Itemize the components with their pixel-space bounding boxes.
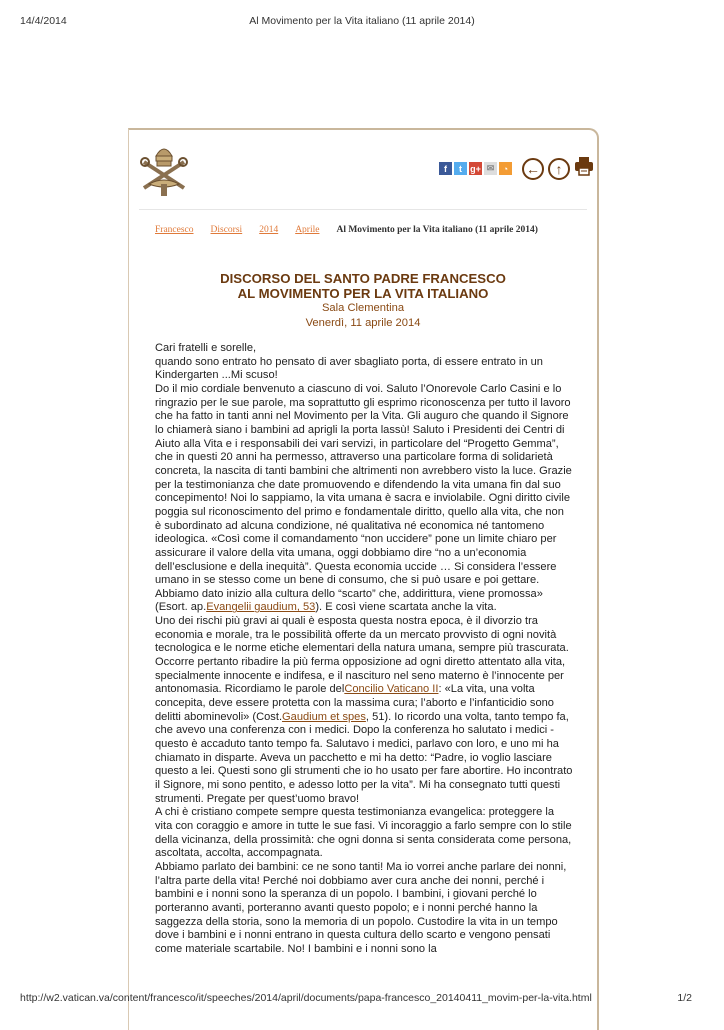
print-title: Al Movimento per la Vita italiano (11 aprile 2014) xyxy=(249,15,475,27)
breadcrumb-francesco[interactable]: Francesco xyxy=(155,225,194,235)
print-date: 14/4/2014 xyxy=(20,15,67,27)
reference-link[interactable]: Concilio Vaticano II xyxy=(344,683,439,696)
print-url: http://w2.vatican.va/content/francesco/it/speeches/2014/april/documents/papa-francesco_20140411_movim-per-la-vita.html xyxy=(20,992,592,1004)
paragraph-text: Do il mio cordiale benvenuto a ciascuno di voi. Saluto l’Onorevole Carlo Casini e lo ringrazio per le sue parole, ma soprattutto gli esprimo riconoscenza per tutto il lavoro che ha fatto in tanti anni nel Movimento per la Vita. Gli auguro che quando il Signore lo chiamerà siano i bambini ad aprigli la porta lassù! Saluto i Presidenti dei Centri di Aiuto alla Vita e i responsabili dei vari servizi, in particolare del “Progetto Gemma”, che in questi 20 anni ha permesso, attraverso una particolare forma di solidarietà concreta, la nascita di tanti bambini che altrimenti non avrebbero visto la luce. Grazie per la testimonianza che date promuovendo e difendendo la vita umana fin dal suo concepimento! Noi lo sappiamo, la vita umana è sacra e inviolabile. Ogni diritto civile poggia sul riconoscimento del primo e fondamentale diritto, quello alla vita, che non è subordinato ad alcuna condizione, né qualitativa né economica né tantomeno ideologica. «Così come il comandamento “non uccidere” pone un limite chiaro per assicurare il valore della vita umana, oggi dobbiamo dire “no a un’economia dell’esclusione e della inequità”. Questa economia uccide … Si considera l’essere umano in se stesso come un bene di consumo, che si può usare e poi gettare. Abbiamo dato inizio alla cultura dello “scarto” che, addirittura, viene promossa» (Esort. ap. xyxy=(155,382,572,614)
speech-place: Sala Clementina xyxy=(321,302,405,314)
speech-heading xyxy=(129,271,597,331)
paragraph-text: , 51). Io ricordo una volta, tanto tempo fa, che avevo una conferenza con i medici. Dopo la conferenza ho salutato i medici - questo è accaduto tanto tempo fa. Salutavo i medici, parlavo con loro, e uno mi ha chiamato in disparte. Aveva un pacchetto e mi ha detto: “Padre, io voglio lasciare questo a lei. Questi sono gli strumenti che io ho usato per fare abortire. Ho incontrato il Signore, mi sono pentito, e adesso lotto per la vita”. Mi ha consegnato tutti questi strumenti. Pregate per quest’uomo bravo! xyxy=(155,710,573,805)
google-plus-icon[interactable]: g+ xyxy=(470,163,481,174)
header-divider xyxy=(139,209,587,210)
paragraph xyxy=(155,356,573,383)
paragraph-text: A chi è cristiano compete sempre questa testimonianza evangelica: proteggere la vita con coraggio e amore in tutte le sue fasi. Vi incoraggio a farlo sempre con lo stile della vicinanza, della prossimità: che ogni donna si senta considerata come persona, ascoltata, accolta, accompagnata. xyxy=(155,806,572,860)
paragraph-text: quando sono entrato ho pensato di aver sbagliato porta, di essere entrato in un Kindergarten ...Mi scuso! xyxy=(155,355,543,382)
twitter-icon[interactable]: t xyxy=(454,162,467,175)
print-icon[interactable] xyxy=(574,156,594,181)
paragraph-text: Cari fratelli e sorelle, xyxy=(155,342,257,354)
paragraph xyxy=(155,342,573,356)
rss-icon[interactable]: ◔ xyxy=(499,162,512,175)
breadcrumb-2014[interactable]: 2014 xyxy=(259,225,279,235)
share-toolbar xyxy=(439,156,594,181)
back-arrow-icon[interactable]: ← xyxy=(522,158,544,180)
email-icon[interactable]: ✉ xyxy=(484,162,497,175)
paragraph-text: ). E così viene scartata anche la vita. xyxy=(315,601,497,614)
facebook-icon[interactable]: f xyxy=(439,162,452,175)
paragraph xyxy=(155,383,573,615)
page-title-line1: DISCORSO DEL SANTO PADRE FRANCESCO xyxy=(220,271,506,286)
page-title-line2: AL MOVIMENTO PER LA VITA ITALIANO xyxy=(237,286,489,301)
paragraph xyxy=(155,615,573,806)
speech-body xyxy=(155,342,573,957)
paragraph-text: Abbiamo parlato dei bambini: ce ne sono tanti! Ma io vorrei anche parlare dei nonni, l’altra parte della vita! Perché noi dobbiamo aver cura anche dei nonni, perché i bambini e i nonni sono la speranza di un popolo. I bambini, i giovani perché lo porteranno avanti, porteranno avanti questo popolo; e i nonni perché hanno la saggezza della storia, sono la memoria di un popolo. Custodire la vita in un tempo dove i bambini e i nonni entrano in questa cultura dello scarto e vengono pensati come materiale scartabile. No! I bambini e i nonni sono la xyxy=(155,860,567,955)
paragraph xyxy=(155,806,573,861)
page-card xyxy=(128,128,599,1030)
paragraph xyxy=(155,861,573,957)
breadcrumb-current: Al Movimento per la Vita italiano (11 aprile 2014) xyxy=(336,225,538,235)
reference-link[interactable]: Evangelii gaudium, 53 xyxy=(206,601,316,614)
speech-date: Venerdì, 11 aprile 2014 xyxy=(305,317,421,329)
print-page-number: 1/2 xyxy=(677,992,692,1004)
breadcrumb-discorsi[interactable]: Discorsi xyxy=(210,225,243,235)
up-arrow-icon[interactable]: ↑ xyxy=(548,158,570,180)
paragraph-text: : «La vita, una volta concepita, deve essere protetta con la massima cura; l’aborto e l’infanticidio sono delitti abominevoli» (Cost. xyxy=(155,683,554,723)
breadcrumb xyxy=(155,225,538,235)
reference-link[interactable]: Gaudium et spes xyxy=(282,710,366,723)
papal-coat-of-arms-logo xyxy=(139,140,189,198)
paragraph-text: Uno dei rischi più gravi ai quali è esposta questa nostra epoca, è il divorzio tra economia e morale, tra le possibilità offerte da un mercato provvisto di ogni novità tecnologica e le norme etiche elementari della natura umana, sempre più trascurata. Occorre pertanto ribadire la più ferma opposizione ad ogni diretto attentato alla vita, specialmente innocente e indifesa, e il nascituro nel seno materno è l’innocente per antonomasia. Ricordiamo le parole del xyxy=(155,615,569,696)
breadcrumb-aprile[interactable]: Aprile xyxy=(295,225,320,235)
